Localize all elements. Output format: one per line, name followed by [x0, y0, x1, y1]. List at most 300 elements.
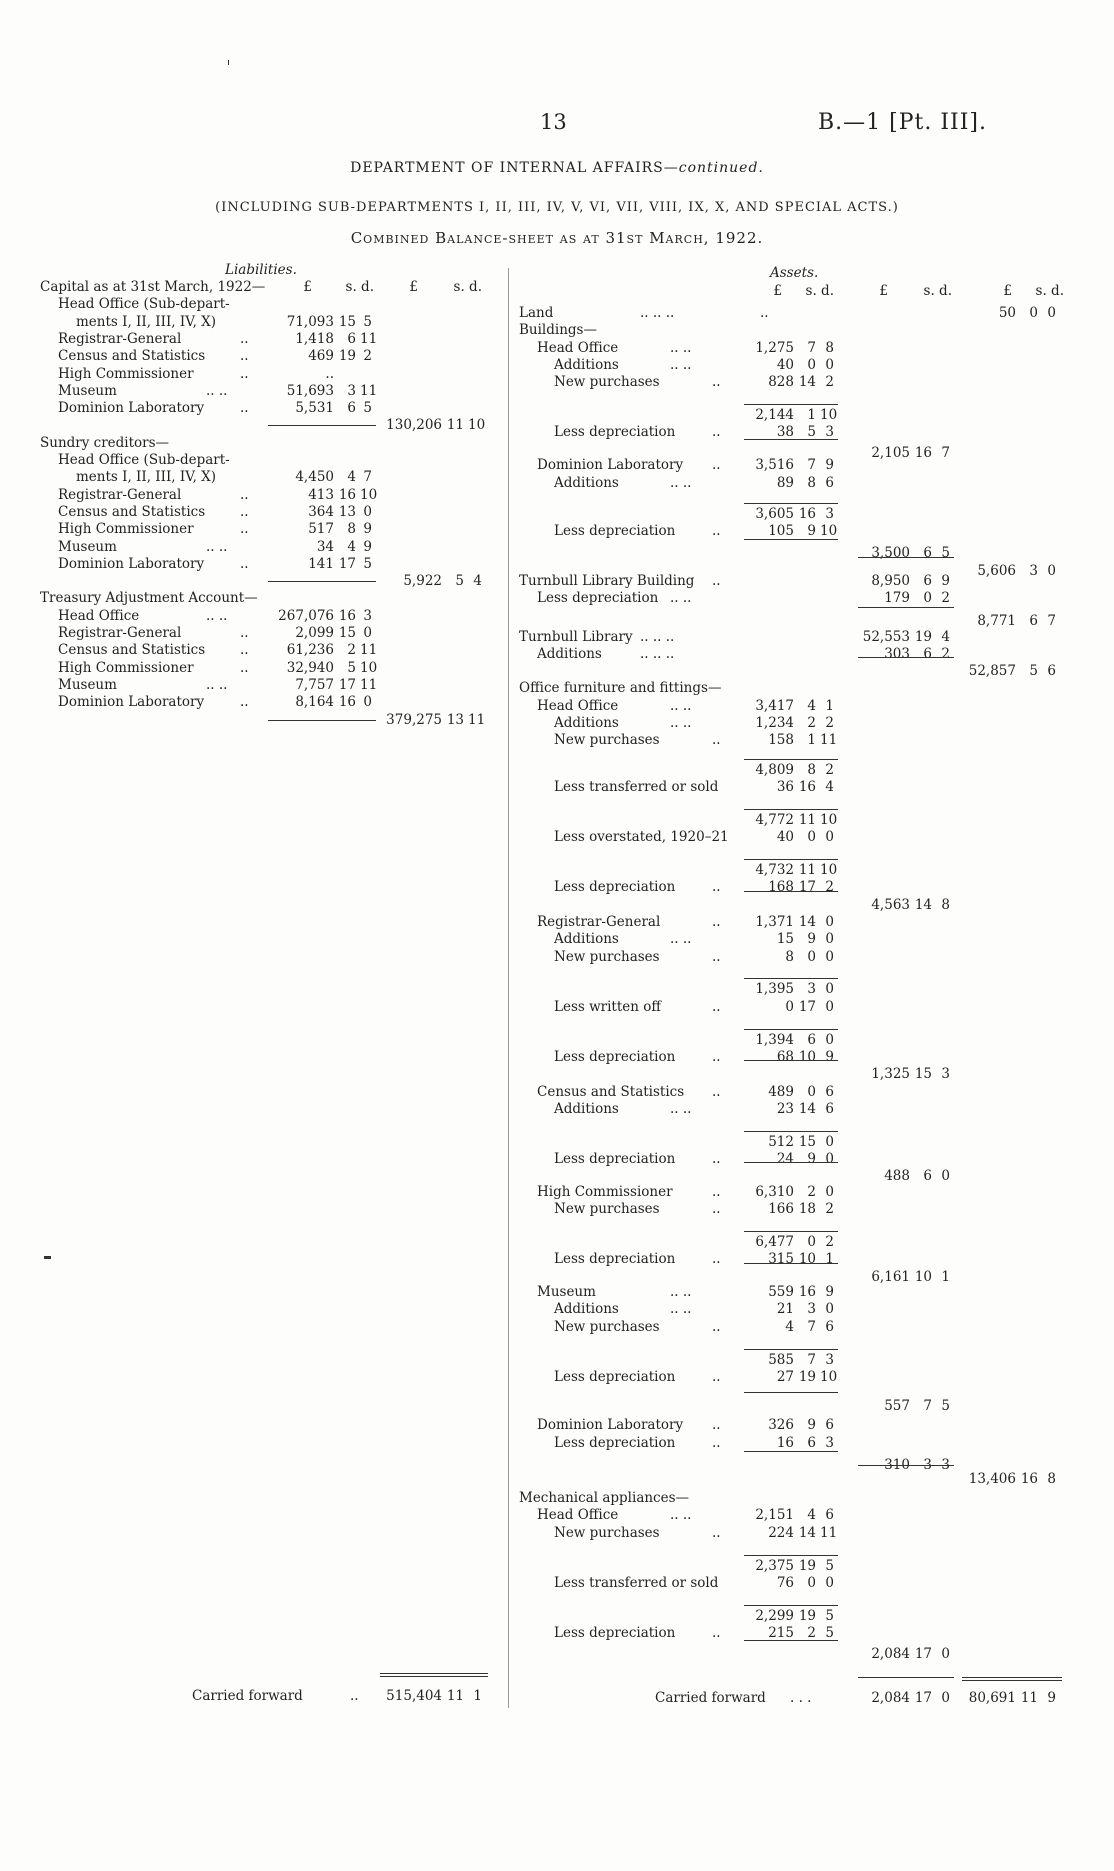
total-pence: 6: [1047, 663, 1056, 680]
col-header-sd: s. d.: [345, 279, 374, 295]
sum-rule: [744, 1029, 838, 1030]
amount-pence: 0: [825, 1574, 834, 1591]
total-shillings: 13: [446, 711, 464, 728]
line-label: Museum: [58, 538, 117, 555]
amount-pence: 0: [825, 1150, 834, 1167]
amount-pence: 11: [360, 382, 378, 399]
amount-pounds: 34: [316, 538, 334, 555]
leader-dots: ..: [712, 1183, 721, 1200]
line-label: Sundry creditors—: [40, 434, 170, 451]
amount-pence: 0: [363, 503, 372, 520]
amount-pence: 10: [360, 659, 378, 676]
amount-pence: 1: [825, 1251, 834, 1268]
amount-shillings: 8: [347, 521, 356, 538]
subtotal-shillings: 17: [914, 1645, 932, 1662]
subtotal-pounds: 179: [884, 590, 910, 607]
line-label: Museum: [537, 1284, 596, 1301]
amount-shillings: 14: [798, 913, 816, 930]
amount-pence: 2: [363, 348, 372, 365]
amount-pence: 5: [363, 555, 372, 572]
amount-shillings: 3: [347, 382, 356, 399]
col-header-sd: s. d.: [1035, 283, 1064, 299]
amount-pounds: 40: [776, 356, 794, 373]
amount-pence: 9: [825, 1048, 834, 1065]
line-label: New purchases: [554, 374, 660, 391]
leader-dots: .. ..: [206, 538, 228, 555]
sum-rule: [744, 503, 838, 504]
subtotal-rule: [268, 581, 376, 582]
amount-pounds: 4,809: [755, 761, 794, 778]
line-label: High Commissioner: [537, 1183, 673, 1200]
amount-shillings: 2: [807, 715, 816, 731]
amount-shillings: 15: [798, 1133, 816, 1150]
leader-dots: .. ..: [670, 1100, 692, 1117]
subtotal-shillings: 6: [923, 545, 932, 562]
amount-pounds: 105: [768, 522, 794, 539]
line-label: Additions: [554, 356, 619, 373]
amount-shillings: 9: [807, 1150, 816, 1167]
total-pence: 10: [468, 417, 486, 434]
leader-dots: ..: [240, 486, 249, 503]
amount-pounds: 4: [785, 1318, 794, 1335]
amount-shillings: 0: [807, 356, 816, 373]
leader-dots: ..: [240, 521, 249, 538]
amount-pounds: 3,516: [755, 457, 794, 474]
leader-dots: ..: [712, 1368, 721, 1385]
subtotal-shillings: 14: [914, 896, 932, 913]
line-label: New purchases: [554, 732, 660, 749]
line-label: Registrar-General: [537, 913, 661, 930]
line-label: High Commissioner: [58, 521, 194, 538]
line-label: Census and Statistics: [537, 1083, 685, 1100]
total-pounds: 8,771: [977, 612, 1016, 629]
subtotal-shillings: 19: [914, 628, 932, 645]
amount-pounds: 364: [308, 503, 334, 520]
sum-rule: [744, 809, 838, 810]
line-label: Dominion Laboratory: [537, 1417, 684, 1434]
carried-forward-pounds: 515,404: [386, 1688, 442, 1704]
carried-forward-shillings: 11: [1020, 1690, 1038, 1706]
amount-shillings: 5: [807, 424, 816, 441]
amount-pounds: 158: [768, 732, 794, 749]
amount-pounds: 7,757: [295, 676, 334, 693]
leader-dots: ..: [712, 913, 721, 930]
amount-pence: 2: [825, 715, 834, 731]
amount-shillings: 8: [807, 761, 816, 778]
amount-pence: 3: [825, 424, 834, 441]
subtotal-shillings: 10: [914, 1268, 932, 1285]
line-label: Additions: [554, 1301, 619, 1318]
line-label: Registrar-General: [58, 330, 182, 347]
col-header-pounds: £: [303, 279, 312, 295]
leader-dots: ..: [240, 694, 249, 711]
subtotal-rule: [744, 1162, 838, 1163]
sum-rule: [744, 1605, 838, 1606]
amount-pounds: 168: [768, 879, 794, 896]
leader-dots: ..: [350, 1688, 359, 1704]
line-label: New purchases: [554, 1524, 660, 1541]
amount-shillings: 7: [807, 1318, 816, 1335]
subtotal-rule: [858, 657, 954, 658]
amount-shillings: 0: [807, 1574, 816, 1591]
amount-shillings: 1: [807, 732, 816, 749]
amount-pence: 2: [825, 1234, 834, 1250]
amount-pence: 1: [825, 697, 834, 714]
amount-shillings: 10: [798, 1048, 816, 1065]
amount-pounds: 71,093: [286, 313, 334, 330]
amount-shillings: 16: [798, 1284, 816, 1301]
amount-pounds: 2,151: [755, 1507, 794, 1524]
amount-pounds: 1,394: [755, 1031, 794, 1048]
leader-dots: ..: [712, 1201, 721, 1218]
amount-shillings: 5: [347, 659, 356, 676]
line-label: Head Office (Sub-depart-: [58, 452, 230, 468]
amount-shillings: 0: [807, 1234, 816, 1250]
carried-forward-rule: [962, 1680, 1062, 1681]
leader-dots: .. ..: [670, 339, 692, 356]
ink-mark: [228, 60, 229, 65]
carried-forward-pence: 9: [1047, 1690, 1056, 1706]
amount-pence: 11: [360, 676, 378, 693]
line-label: Museum: [58, 382, 117, 399]
subtotal-pence: 4: [941, 628, 950, 645]
amount-pence: 8: [825, 339, 834, 356]
total-pence: 0: [1047, 305, 1056, 321]
amount-shillings: 4: [347, 469, 356, 486]
subtotal-shillings: 3: [923, 1457, 932, 1474]
amount-pounds: 2,375: [755, 1557, 794, 1574]
amount-pounds: 68: [776, 1048, 794, 1065]
amount-pence: 10: [820, 862, 838, 879]
amount-pounds: 166: [768, 1201, 794, 1218]
subtotal-rule: [744, 1392, 838, 1393]
amount-shillings: 9: [807, 522, 816, 539]
line-label: Less transferred or sold: [554, 779, 719, 796]
line-label: Less depreciation: [554, 1434, 676, 1451]
subtotal-rule: [744, 439, 838, 440]
department-name: DEPARTMENT OF INTERNAL AFFAIRS—: [350, 160, 679, 176]
amount-shillings: 14: [798, 1524, 816, 1541]
amount-pounds: 23: [776, 1100, 794, 1117]
subtotal-rule: [744, 1451, 838, 1452]
leader-dots: ..: [240, 400, 249, 417]
page-number: 13: [540, 110, 567, 134]
leader-dots: .. ..: [670, 590, 692, 607]
subtotal-rule: [744, 891, 838, 892]
col-header-sd: s. d.: [923, 283, 952, 299]
amount-pence: 5: [363, 313, 372, 330]
amount-pence: 0: [825, 1183, 834, 1200]
carried-forward-shillings: 17: [914, 1690, 932, 1706]
amount-shillings: 16: [338, 607, 356, 624]
carried-forward-shillings: 11: [446, 1688, 464, 1704]
subtotal-shillings: 6: [923, 573, 932, 590]
line-label: New purchases: [554, 1201, 660, 1218]
amount-pounds: 4,732: [755, 862, 794, 879]
amount-pounds: 40: [776, 829, 794, 846]
leader-dots: ..: [240, 348, 249, 365]
leader-dots: ..: [240, 330, 249, 347]
amount-pence: 0: [825, 981, 834, 998]
subtotal-pounds: 488: [884, 1168, 910, 1185]
amount-pence: 10: [360, 486, 378, 503]
leader-dots: ..: [712, 948, 721, 965]
amount-shillings: 15: [338, 625, 356, 641]
amount-pounds: 267,076: [278, 607, 334, 624]
amount-shillings: 9: [807, 1417, 816, 1434]
amount-shillings: 0: [807, 829, 816, 846]
line-label: Less depreciation: [554, 1048, 676, 1065]
amount-shillings: 16: [338, 486, 356, 503]
amount-shillings: 2: [347, 642, 356, 659]
carried-forward-rule: [858, 1677, 954, 1678]
subtotal-rule: [744, 1640, 838, 1641]
amount-shillings: 7: [807, 457, 816, 474]
line-label: Census and Statistics: [58, 503, 206, 520]
leader-dots: ..: [712, 1083, 721, 1100]
amount-pence: 0: [825, 998, 834, 1015]
amount-pence: 7: [363, 469, 372, 486]
leader-dots: .. ..: [206, 607, 228, 624]
amount-pence: 4: [825, 779, 834, 796]
col-header-sd: s. d.: [453, 279, 482, 295]
amount-pence: 0: [825, 931, 834, 948]
amount-shillings: 3: [807, 981, 816, 998]
line-label: Dominion Laboratory: [58, 555, 205, 572]
line-label: Less depreciation: [554, 879, 676, 896]
carried-forward-pence: 0: [941, 1690, 950, 1706]
amount-shillings: 4: [347, 538, 356, 555]
leader-dots: ..: [240, 503, 249, 520]
subtotal-pence: 9: [941, 573, 950, 590]
sum-rule: [744, 978, 838, 979]
total-shillings: 5: [1029, 663, 1038, 680]
subtotal-pence: 1: [941, 1268, 950, 1285]
line-label: Office furniture and fittings—: [519, 680, 722, 697]
amount-shillings: 2: [807, 1624, 816, 1641]
carried-forward-rule: [380, 1673, 488, 1674]
amount-pounds: 0: [785, 998, 794, 1015]
subtotal-pounds: 310: [884, 1457, 910, 1474]
total-shillings: 3: [1029, 562, 1038, 579]
amount-pence: 6: [825, 1100, 834, 1117]
amount-shillings: 17: [338, 555, 356, 572]
line-label: Buildings—: [519, 322, 597, 339]
leader-dots: .. ..: [206, 382, 228, 399]
total-pounds: 50: [998, 305, 1016, 321]
leader-dots: .. ..: [670, 697, 692, 714]
total-shillings: 6: [1029, 612, 1038, 629]
amount-shillings: 15: [338, 313, 356, 330]
leader-dots: ..: [712, 1524, 721, 1541]
subtotal-pounds: 303: [884, 645, 910, 662]
subtotal-pence: 5: [941, 1398, 950, 1415]
leader-dots: ..: [712, 1417, 721, 1434]
amount-pounds: 3,605: [755, 505, 794, 522]
amount-pounds: 512: [768, 1133, 794, 1150]
amount-pence: 11: [360, 330, 378, 347]
leader-dots: .. ..: [670, 356, 692, 373]
amount-pounds: 2,299: [755, 1607, 794, 1624]
leader-dots: ..: [240, 625, 249, 641]
subtotal-pounds: 6,161: [871, 1268, 910, 1285]
leader-dots: ..: [712, 1624, 721, 1641]
department-continued: continued.: [678, 160, 764, 176]
amount-pounds: 1,371: [755, 913, 794, 930]
line-label: Less depreciation: [554, 1150, 676, 1167]
amount-pounds: 5,531: [295, 400, 334, 417]
sum-rule: [744, 1231, 838, 1232]
leader-dots: .. ..: [670, 715, 692, 731]
line-label: Registrar-General: [58, 625, 182, 641]
carried-forward-label: Carried forward: [655, 1690, 766, 1706]
amount-shillings: 19: [798, 1607, 816, 1624]
line-label: Additions: [554, 931, 619, 948]
total-pounds: 5,606: [977, 562, 1016, 579]
subtotal-shillings: 15: [914, 1066, 932, 1083]
amount-shillings: 6: [807, 1031, 816, 1048]
balance-sheet-title: Combined Balance-sheet as at 31st March, 1922.: [350, 229, 764, 247]
subtotal-pounds: 557: [884, 1398, 910, 1415]
subdepartments-line: (INCLUDING SUB-DEPARTMENTS I, II, III, IV, V, VI, VII, VIII, IX, X, AND SPECIAL ACTS.): [215, 200, 899, 215]
sum-rule: [744, 759, 838, 760]
subtotal-pounds: 3,500: [871, 545, 910, 562]
leader-dots: ..: [712, 1048, 721, 1065]
amount-pounds: 21: [776, 1301, 794, 1318]
amount-pounds: 224: [768, 1524, 794, 1541]
line-label: Head Office: [537, 697, 619, 714]
amount-pounds: 51,693: [286, 382, 334, 399]
line-label: High Commissioner: [58, 659, 194, 676]
amount-shillings: 18: [798, 1201, 816, 1218]
amount-shillings: 17: [798, 998, 816, 1015]
amount-shillings: 2: [807, 1183, 816, 1200]
carried-forward-pounds: 80,691: [968, 1690, 1016, 1706]
leader-dots: ..: [712, 1150, 721, 1167]
amount-pence: 5: [825, 1624, 834, 1641]
subtotal-rule: [744, 1060, 838, 1061]
amount-pence: 11: [360, 642, 378, 659]
amount-pounds: 38: [776, 424, 794, 441]
amount-pounds: 6,477: [755, 1234, 794, 1250]
line-label: Dominion Laboratory: [58, 400, 205, 417]
amount-shillings: 4: [807, 697, 816, 714]
leader-dots: ..: [712, 374, 721, 391]
amount-pence: 0: [825, 356, 834, 373]
line-label: New purchases: [554, 948, 660, 965]
amount-shillings: 7: [807, 1351, 816, 1368]
amount-pounds: 89: [776, 474, 794, 491]
amount-pounds: 4,772: [755, 811, 794, 828]
liabilities-heading: Liabilities.: [225, 262, 297, 278]
total-pounds: 5,922: [403, 573, 442, 590]
amount-pounds: 1,418: [295, 330, 334, 347]
amount-pence: 2: [825, 374, 834, 391]
leader-dots: .. .. ..: [640, 628, 675, 645]
amount-shillings: 19: [798, 1557, 816, 1574]
amount-pence: 0: [825, 913, 834, 930]
line-label: Registrar-General: [58, 486, 182, 503]
subtotal-pence: 2: [941, 590, 950, 607]
subtotal-rule: [858, 607, 954, 608]
amount-pounds: 2,099: [295, 625, 334, 641]
subtotal-shillings: 6: [923, 645, 932, 662]
line-label: Turnbull Library: [519, 628, 633, 645]
amount-pence: 6: [825, 1083, 834, 1100]
line-label: Less transferred or sold: [554, 1574, 719, 1591]
amount-pence: 0: [825, 1031, 834, 1048]
line-label: New purchases: [554, 1318, 660, 1335]
sum-rule: [744, 1131, 838, 1132]
line-label: Additions: [554, 474, 619, 491]
line-label: Less depreciation: [554, 424, 676, 441]
amount-pence: 0: [363, 625, 372, 641]
leader-dots: ..: [760, 305, 769, 321]
line-label: Head Office: [537, 339, 619, 356]
amount-pounds: 24: [776, 1150, 794, 1167]
amount-pounds: 8,164: [295, 694, 334, 711]
subtotal-pounds: 4,563: [871, 896, 910, 913]
subtotal-shillings: 16: [914, 445, 932, 462]
line-label: Head Office: [58, 607, 140, 624]
amount-pounds: 413: [308, 486, 334, 503]
sum-rule: [744, 404, 838, 405]
leader-dots: ..: [712, 424, 721, 441]
amount-pence: 10: [820, 811, 838, 828]
line-label: Less written off: [554, 998, 661, 1015]
assets-heading: Assets.: [770, 265, 819, 281]
amount-pence: 10: [820, 407, 838, 424]
line-label: Head Office: [537, 1507, 619, 1524]
amount-shillings: 14: [798, 374, 816, 391]
amount-pounds: 469: [308, 348, 334, 365]
amount-pounds: 828: [768, 374, 794, 391]
amount-pence: 6: [825, 1318, 834, 1335]
total-pounds: 379,275: [386, 711, 442, 728]
line-label: High Commissioner: [58, 365, 194, 382]
amount-pounds: 76: [776, 1574, 794, 1591]
amount-pence: 5: [825, 1607, 834, 1624]
department-title: [0, 160, 1114, 176]
line-label: Less depreciation: [554, 522, 676, 539]
amount-shillings: 6: [347, 330, 356, 347]
leader-dots: .. ..: [206, 676, 228, 693]
subtotal-pounds: 2,084: [871, 1645, 910, 1662]
subtotal-pence: 3: [941, 1066, 950, 1083]
subtotal-pence: 8: [941, 896, 950, 913]
line-label: Less depreciation: [554, 1624, 676, 1641]
leader-dots: .. ..: [670, 931, 692, 948]
amount-pounds: 559: [768, 1284, 794, 1301]
amount-pence: 5: [825, 1557, 834, 1574]
amount-pence: 9: [363, 521, 372, 538]
amount-pence: 3: [363, 607, 372, 624]
amount-shillings: 16: [338, 694, 356, 711]
line-label: ments I, II, III, IV, X): [76, 313, 217, 330]
leader-dots: .. ..: [670, 474, 692, 491]
amount-pounds: 32,940: [286, 659, 334, 676]
amount-shillings: 11: [798, 862, 816, 879]
total-shillings: 0: [1029, 305, 1038, 321]
total-pence: 11: [468, 711, 486, 728]
carried-forward-label: Carried forward: [192, 1688, 303, 1704]
leader-dots: ..: [712, 573, 721, 590]
col-header-sd: s. d.: [805, 283, 834, 299]
amount-pence: 6: [825, 474, 834, 491]
amount-shillings: 7: [807, 339, 816, 356]
column-divider: [508, 268, 509, 1708]
amount-shillings: 13: [338, 503, 356, 520]
